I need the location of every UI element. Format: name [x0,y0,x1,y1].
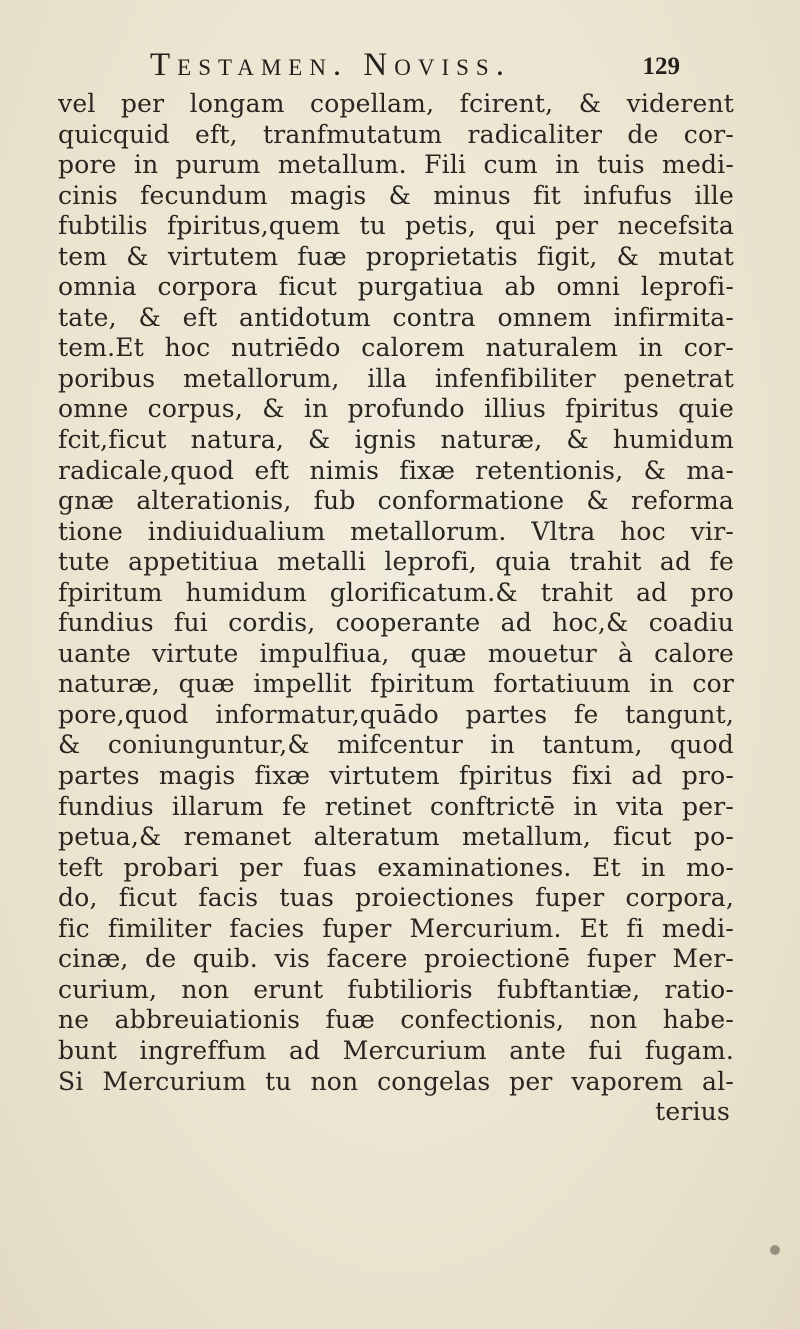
text-line: cinæ, de quib. vis facere proiectionē fuper Mer- [58,944,734,974]
text-line: fcit,ficut natura, & ignis naturæ, & humidum [58,425,734,455]
text-line: uante virtute impulfiua, quæ mouetur à calore [58,638,734,668]
text-line: terius [655,1097,730,1127]
text-line: radicale,quod eft nimis fixæ retentionis, & ma- [58,455,734,485]
text-line: omne corpus, & in profundo illius fpiritus quie [58,394,734,424]
text-line: bunt ingreffum ad Mercurium ante fui fugam. [58,1035,734,1065]
ink-speck [770,1245,780,1255]
page-number: 129 [642,53,680,80]
text-line: tute appetitiua metalli leprofi, quia trahit ad fe [58,547,734,577]
text-line: petua,& remanet alteratum metallum, ficut po- [58,822,734,852]
running-head [150,47,680,87]
text-line: gnæ alterationis, fub conformatione & reforma [58,486,734,516]
text-line: Si Mercurium tu non congelas per vaporem al- [58,1066,734,1096]
text-line: teft probari per fuas examinationes. Et in mo- [58,852,734,882]
running-head-title: Testamen. Noviss. [150,47,511,83]
text-line: tione indiuidualium metallorum. Vltra hoc vir- [58,516,734,546]
text-line: fic fimiliter facies fuper Mercurium. Et fi medi- [58,913,734,943]
text-line: cinis fecundum magis & minus fit infufus ille [58,180,734,210]
text-line: ne abbreuiationis fuæ confectionis, non habe- [58,1005,734,1035]
text-line: & coniunguntur,& mifcentur in tantum, quod [58,730,734,760]
text-line: fundius fui cordis, cooperante ad hoc,& coadiu [58,608,734,638]
text-line: fpiritum humidum glorificatum.& trahit ad pro [58,577,734,607]
text-line: naturæ, quæ impellit fpiritum fortatiuum in cor [58,669,734,699]
text-line: do, ficut facis tuas proiectiones fuper corpora, [58,883,734,913]
text-line: fundius illarum fe retinet conftrictē in vita per- [58,791,734,821]
text-line: fubtilis fpiritus,quem tu petis, qui per necefsita [58,211,734,241]
text-line: pore,quod informatur,quādo partes fe tangunt, [58,699,734,729]
text-line: vel per longam copellam, fcirent, & viderent [58,89,734,118]
text-line: quicquid eft, tranfmutatum radicaliter de cor- [58,119,734,149]
text-line: partes magis fixæ virtutem fpiritus fixi ad pro- [58,761,734,791]
text-line: tem & virtutem fuæ proprietatis figit, & mutat [58,241,734,271]
body-text [58,89,734,1128]
text-line: tem.Et hoc nutriēdo calorem naturalem in cor- [58,333,734,363]
text-line: pore in purum metallum. Fili cum in tuis medi- [58,150,734,180]
text-line: poribus metallorum, illa infenfibiliter penetrat [58,363,734,393]
text-line: tate, & eft antidotum contra omnem infirmita- [58,302,734,332]
text-line: curium, non erunt fubtilioris fubftantiæ, ratio- [58,974,734,1004]
text-line: omnia corpora ficut purgatiua ab omni leprofi- [58,272,734,302]
